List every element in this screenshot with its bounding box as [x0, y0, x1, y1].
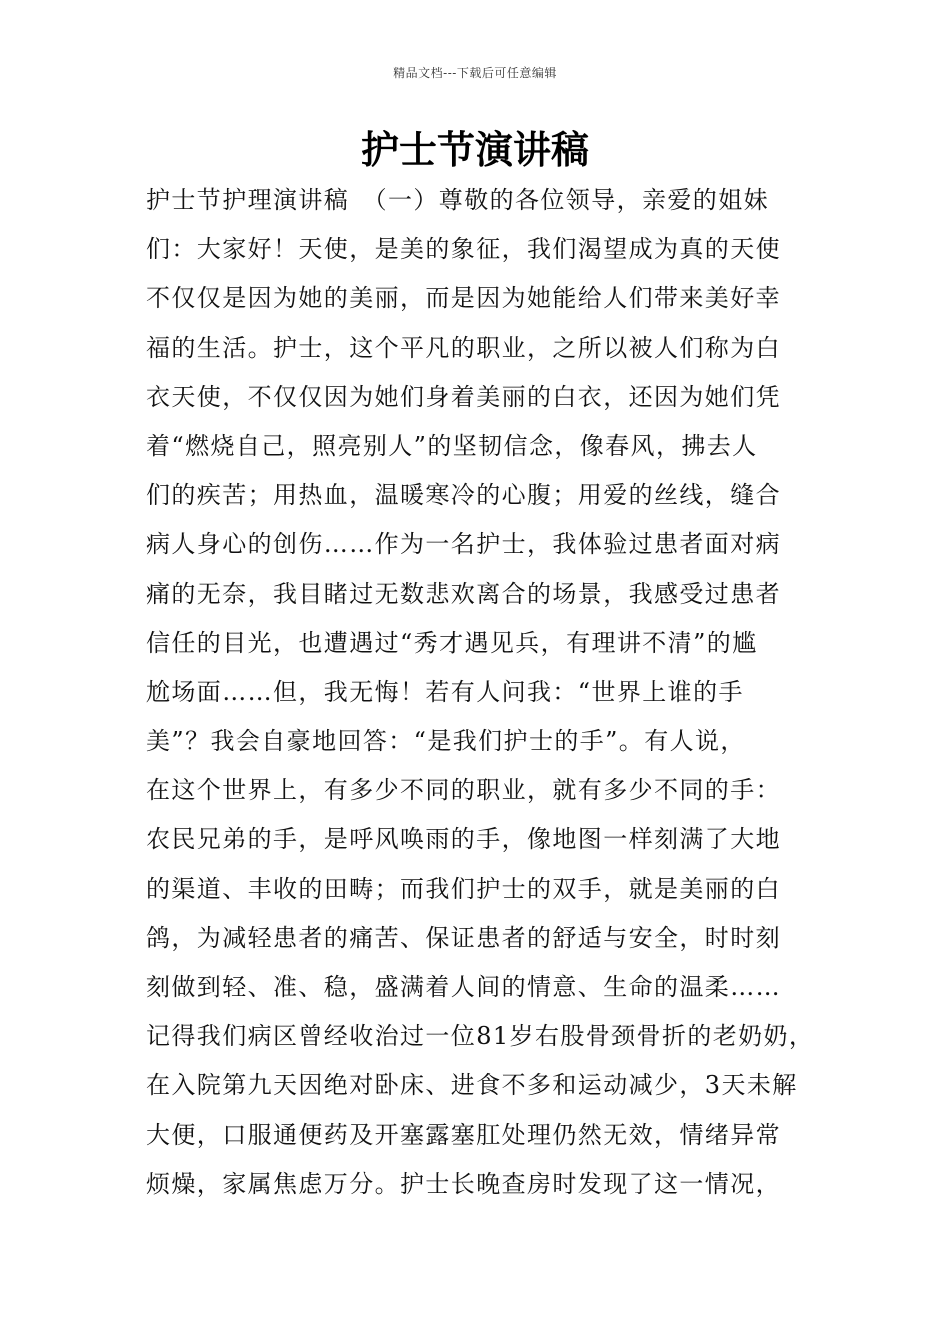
body-line: 尬场面……但，我无悔！若有人问我：“世界上谁的手	[146, 677, 744, 706]
body-line: 在这个世界上，有多少不同的职业，就有多少不同的手：	[146, 776, 781, 805]
body-line: 美”？我会自豪地回答：“是我们护士的手”。有人说，	[146, 727, 746, 756]
body-line: 不仅仅是因为她的美丽，而是因为她能给人们带来美好幸	[146, 284, 781, 313]
body-line: 的渠道、丰收的田畴；而我们护士的双手，就是美丽的白	[146, 874, 781, 903]
body-line: 病人身心的创伤……作为一名护士，我体验过患者面对病	[146, 530, 781, 559]
body-line: 鸽，为减轻患者的痛苦、保证患者的舒适与安全，时时刻	[146, 923, 781, 952]
body-line: 刻做到轻、准、稳，盛满着人间的情意、生命的温柔……	[146, 973, 781, 1001]
body-line: 痛的无奈，我目睹过无数悲欢离合的场景，我感受过患者	[146, 579, 781, 608]
body-line: 福的生活。护士，这个平凡的职业，之所以被人们称为白	[146, 333, 781, 362]
body-line: 信任的目光，也遭遇过“秀才遇见兵，有理讲不清”的尴	[146, 628, 758, 657]
document-title: 护士节演讲稿	[360, 127, 589, 172]
document-body	[146, 176, 846, 1209]
body-line: 们的疾苦；用热血，温暖寒冷的心腹；用爱的丝线，缝合	[146, 481, 781, 510]
body-line: 着“燃烧自己，照亮别人”的坚韧信念，像春风，拂去人	[146, 431, 758, 460]
body-line: 护士节护理演讲稿 （一）尊敬的各位领导，亲爱的姐妹	[146, 186, 769, 214]
body-line: 烦燥，家属焦虑万分。护士长晚查房时发现了这一情况，	[146, 1169, 781, 1198]
body-line: 在入院第九天因绝对卧床、进食不多和运动减少，3天未解	[146, 1071, 798, 1100]
body-line: 衣天使，不仅仅因为她们身着美丽的白衣，还因为她们凭	[146, 382, 781, 411]
body-line: 们：大家好！天使，是美的象征，我们渴望成为真的天使	[146, 235, 781, 264]
page-header-note: 精品文档---下载后可任意编辑	[393, 66, 557, 80]
body-line: 农民兄弟的手，是呼风唤雨的手，像地图一样刻满了大地	[146, 825, 781, 854]
body-line: 记得我们病区曾经收治过一位81岁右股骨颈骨折的老奶奶，	[146, 1022, 815, 1051]
body-line: 大便，口服通便药及开塞露塞肛处理仍然无效，情绪异常	[146, 1120, 781, 1149]
